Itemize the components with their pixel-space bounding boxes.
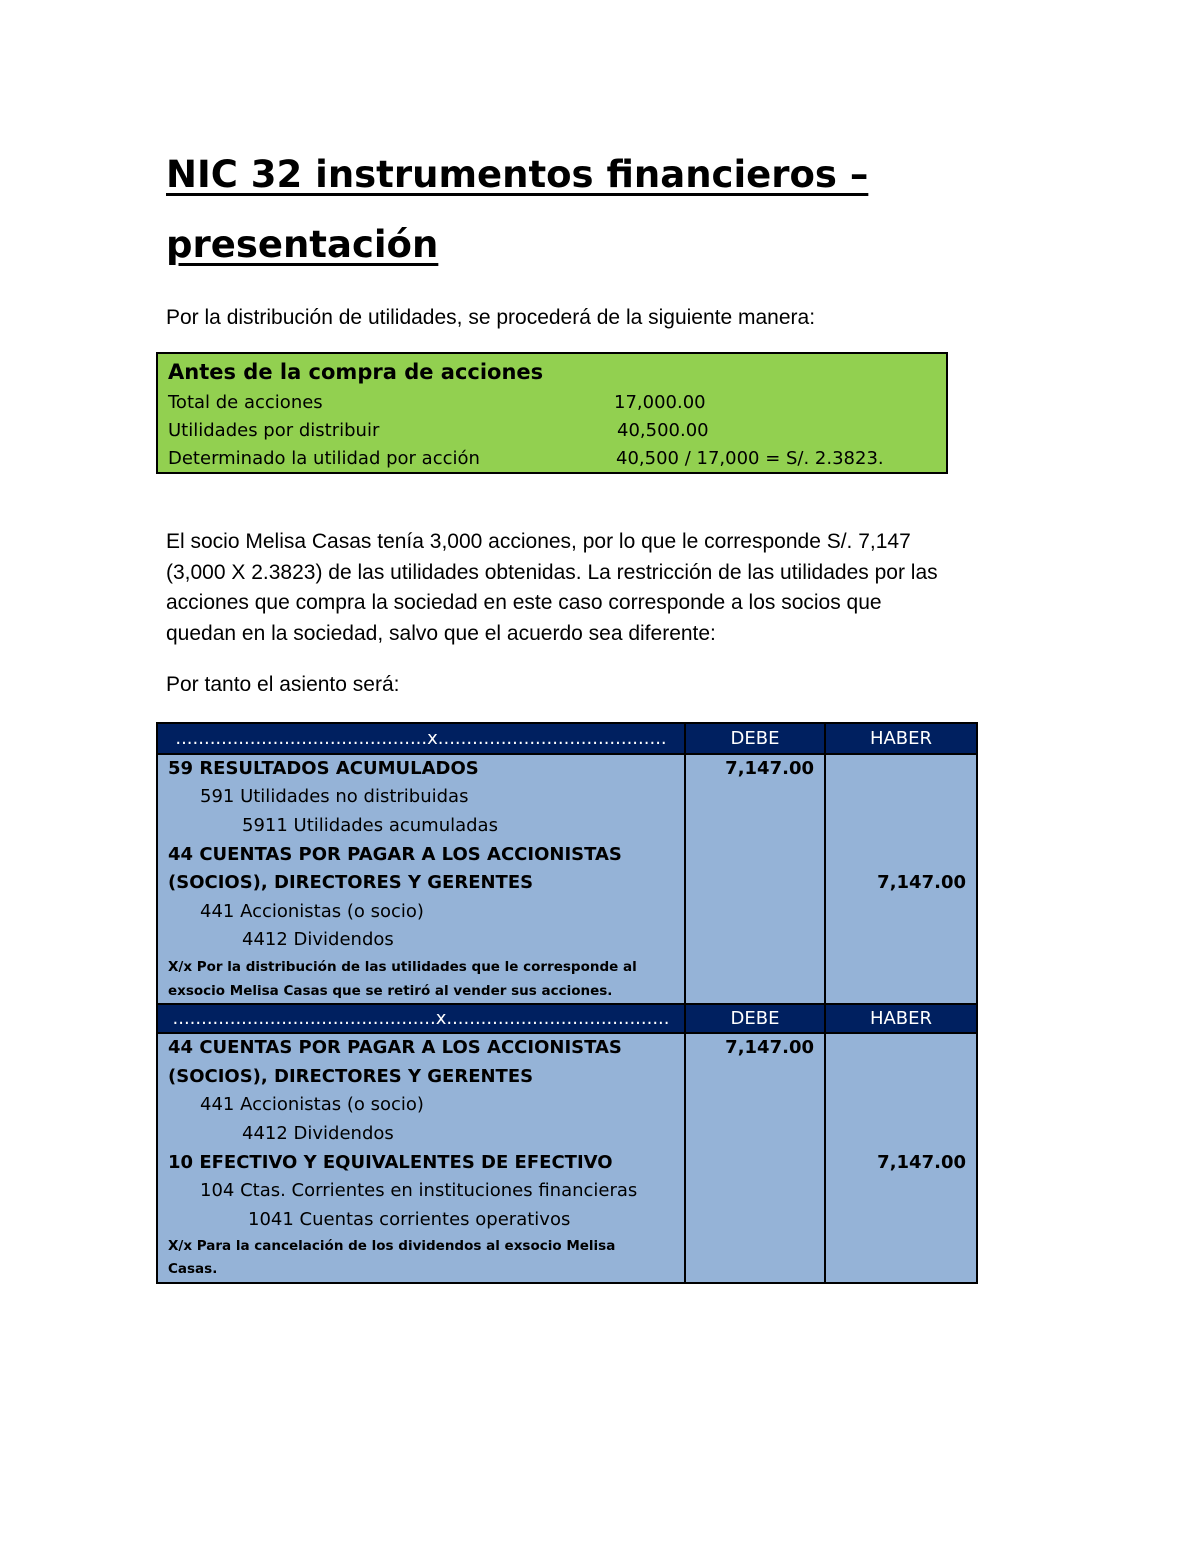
debe-amount: 7,147.00 <box>725 1037 814 1058</box>
journal-header-haber: HABER <box>826 1005 976 1032</box>
summary-row <box>168 392 706 413</box>
row-divider <box>158 1032 976 1034</box>
journal-note: X/x Para la cancelación de los dividendos al exsocio Melisa <box>168 1238 616 1254</box>
journal-account-line: 591 Utilidades no distribuidas <box>200 786 469 807</box>
title-line-1: NIC 32 instrumentos financieros – <box>166 153 869 196</box>
row-divider <box>158 753 976 755</box>
body-line: acciones que compra la sociedad en este caso corresponde a los socios que <box>166 591 882 614</box>
summary-box <box>156 352 948 474</box>
haber-amount: 7,147.00 <box>877 872 966 893</box>
summary-row-value: 17,000.00 <box>614 392 706 413</box>
journal-account-line: 441 Accionistas (o socio) <box>200 1094 424 1115</box>
journal-note: Casas. <box>168 1261 218 1277</box>
intro-paragraph: Por la distribución de utilidades, se procederá de la siguiente manera: <box>166 306 816 329</box>
body-line: (3,000 X 2.3823) de las utilidades obtenidas. La restricción de las utilidades por las <box>166 560 938 584</box>
journal-header-label: ............................................x........................................ <box>158 724 684 753</box>
journal-header-debe: DEBE <box>686 724 824 753</box>
journal-account-line: (SOCIOS), DIRECTORES Y GERENTES <box>168 1066 534 1087</box>
conclusion-paragraph: Por tanto el asiento será: <box>166 673 400 696</box>
body-line: quedan en la sociedad, salvo que el acuerdo sea diferente: <box>166 621 716 645</box>
journal-account-line: 5911 Utilidades acumuladas <box>242 815 498 836</box>
page-title <box>166 140 1066 280</box>
journal-header-label: ..............................................x....................................... <box>158 1005 684 1032</box>
summary-row-value: 40,500 / 17,000 = S/. 2.3823. <box>616 448 884 469</box>
journal-account-line: 10 EFECTIVO Y EQUIVALENTES DE EFECTIVO <box>168 1152 613 1173</box>
summary-row-label: Utilidades por distribuir <box>168 420 380 441</box>
journal-account-line: 104 Ctas. Corrientes en instituciones financieras <box>200 1180 638 1201</box>
journal-note: X/x Por la distribución de las utilidades que le corresponde al <box>168 959 637 975</box>
summary-heading: Antes de la compra de acciones <box>168 360 544 384</box>
journal-account-line: 44 CUENTAS POR PAGAR A LOS ACCIONISTAS <box>168 844 622 865</box>
journal-account-line: 4412 Dividendos <box>242 929 394 950</box>
summary-row-label: Total de acciones <box>168 392 323 413</box>
journal-account-line: 44 CUENTAS POR PAGAR A LOS ACCIONISTAS <box>168 1037 622 1058</box>
journal-header-haber: HABER <box>826 724 976 753</box>
journal-note: exsocio Melisa Casas que se retiró al vender sus acciones. <box>168 983 613 999</box>
journal-account-line: 441 Accionistas (o socio) <box>200 901 424 922</box>
title-line-2: presentación <box>166 223 439 266</box>
journal-account-line: 1041 Cuentas corrientes operativos <box>248 1209 571 1230</box>
haber-amount: 7,147.00 <box>877 1152 966 1173</box>
debe-amount: 7,147.00 <box>725 758 814 779</box>
journal-header-debe: DEBE <box>686 1005 824 1032</box>
body-paragraph <box>166 527 1046 649</box>
body-line: El socio Melisa Casas tenía 3,000 acciones, por lo que le corresponde S/. 7,147 <box>166 530 911 553</box>
summary-row <box>168 448 884 469</box>
journal-account-line: (SOCIOS), DIRECTORES Y GERENTES <box>168 872 534 893</box>
journal-account-line: 59 RESULTADOS ACUMULADOS <box>168 758 479 779</box>
summary-row-value: 40,500.00 <box>617 420 709 441</box>
row-divider <box>158 1003 976 1005</box>
summary-row <box>168 420 709 441</box>
summary-row-label: Determinado la utilidad por acción <box>168 448 480 469</box>
journal-table <box>156 722 978 1284</box>
journal-account-line: 4412 Dividendos <box>242 1123 394 1144</box>
